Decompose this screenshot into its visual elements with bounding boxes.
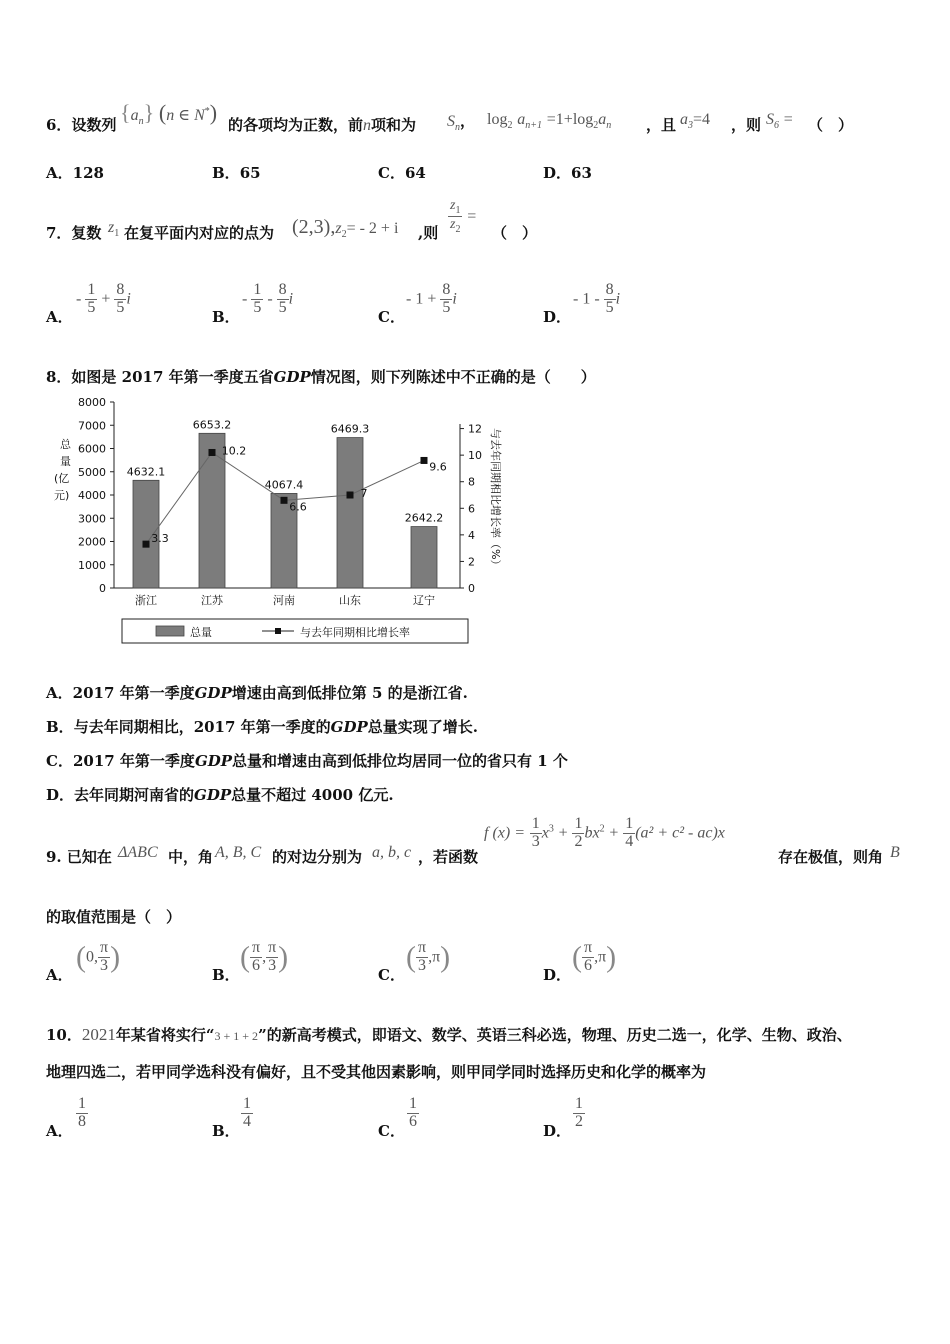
q6-math-sn: $S_n$，	[447, 112, 476, 133]
category-label-5: 辽宁	[413, 594, 435, 607]
q7-option-d-letter[interactable]: D．	[543, 308, 572, 326]
bar-label-2: 6653.2	[192, 418, 232, 432]
q9-stem-3: 的对边分别为	[272, 848, 363, 866]
q7-fraction: $\frac{z_1}{z_2}$ =	[450, 198, 477, 236]
q10-option-b-value[interactable]: $\frac{1}{4}$	[243, 1095, 251, 1130]
q7-z1: $z_1$	[108, 219, 120, 239]
growth-label-4: 7	[360, 487, 368, 500]
q9-stem-2: 中，角	[168, 848, 214, 866]
q9-option-b-letter[interactable]: B．	[212, 966, 240, 984]
q9-stem: 9. 已知在	[46, 848, 112, 866]
y-tick-label: 1000	[78, 558, 106, 572]
q6-math-log: $\log_2 a_{n+1} =1+\log_2a_n$	[487, 111, 612, 131]
q7-option-d-value[interactable]: - 1 - $\frac{8}{5}$ i	[573, 281, 621, 316]
q9-stem-line2: 的取值范围是（ ）	[46, 908, 182, 926]
growth-point-5	[421, 457, 428, 464]
gdp-chart	[44, 392, 514, 654]
q6-stem: 6．设数列	[46, 116, 117, 134]
y-tick-label: 3000	[78, 512, 106, 526]
q8-option-a[interactable]: A．2017 年第一季度GDP增速由高到低排位第 5 的是浙江省.	[46, 684, 468, 702]
q7-stem: 7．复数	[46, 224, 102, 242]
bar-label-1: 4632.1	[126, 465, 166, 479]
y2-tick-label: 6	[468, 502, 475, 516]
q8-option-d[interactable]: D．去年同期河南省的GDP总量不超过 4000 亿元.	[46, 786, 394, 804]
q7-stem-2: 在复平面内对应的点为	[124, 224, 275, 242]
q7-option-a-value[interactable]: - $\frac{1}{5}$ + $\frac{8}{5}$ i	[76, 281, 131, 316]
legend-line-marker	[275, 628, 281, 634]
growth-point-1	[143, 541, 150, 548]
y-tick-label: 4000	[78, 489, 106, 502]
q9-angles: A, B, C	[215, 844, 262, 861]
y2-tick-label: 10	[468, 449, 482, 463]
q10-option-b-letter[interactable]: B．	[212, 1122, 240, 1140]
category-label-1: 浙江	[135, 594, 157, 607]
q10-option-a-letter[interactable]: A．	[46, 1122, 73, 1140]
growth-point-2	[209, 449, 216, 456]
y-tick-label: 7000	[78, 419, 106, 433]
y2-tick-label: 2	[468, 555, 475, 569]
bar-label-3: 4067.4	[264, 478, 304, 492]
q9-option-c-value[interactable]: ( $\frac{\pi}{3}$ ,π)	[406, 939, 451, 974]
q9-angle-b: B	[890, 844, 900, 861]
y-tick-label: 6000	[78, 442, 106, 456]
q9-option-c-letter[interactable]: C．	[378, 966, 405, 984]
q8-option-c[interactable]: C．2017 年第一季度GDP总量和增速由高到低排位均居同一位的省只有 1 个	[46, 752, 568, 770]
growth-label-1: 3.3	[151, 532, 169, 546]
q7-option-c-letter[interactable]: C．	[378, 308, 405, 326]
growth-label-5: 9.6	[429, 460, 447, 474]
q6-stem-4: ，则	[731, 116, 762, 134]
y-tick-label: 5000	[78, 465, 106, 479]
bar-4	[337, 438, 363, 588]
q6-math-seq: $\{a_n\}$ (n ∈ N*)	[120, 100, 218, 127]
legend-line-label: 与去年同期相比增长率	[300, 626, 410, 639]
q6-stem-3: ，且	[646, 116, 677, 134]
q10-option-c-value[interactable]: $\frac{1}{6}$	[409, 1095, 417, 1130]
q10-option-c-letter[interactable]: C．	[378, 1122, 405, 1140]
bar-5	[411, 527, 437, 588]
q6-paren: （ ）	[808, 116, 854, 134]
y2-tick-label: 4	[468, 528, 475, 542]
growth-point-3	[281, 497, 288, 504]
chart-bars	[127, 418, 444, 607]
q8-option-b[interactable]: B．与去年同期相比，2017 年第一季度的GDP总量实现了增长.	[46, 718, 479, 736]
q6-option-b[interactable]: B．65	[212, 164, 261, 182]
q9-stem-4: ，若函数	[418, 848, 479, 866]
y-axis-title: 总量(亿元)	[54, 438, 71, 502]
bar-label-4: 6469.3	[330, 422, 370, 436]
category-label-4: 山东	[339, 594, 361, 607]
q10-option-d-value[interactable]: $\frac{1}{2}$	[575, 1095, 583, 1130]
q6-option-a[interactable]: A．128	[46, 164, 104, 182]
growth-point-4	[347, 492, 354, 499]
q6-option-c[interactable]: C．64	[378, 164, 426, 182]
legend-bar-label: 总量	[190, 626, 212, 639]
q7-option-b-value[interactable]: - $\frac{1}{5}$ - $\frac{8}{5}$ i	[242, 281, 294, 316]
category-label-2: 江苏	[201, 594, 223, 607]
q6-stem-2: 的各项均为正数，前n项和为	[228, 116, 417, 134]
q9-option-a-value[interactable]: (0, $\frac{\pi}{3}$ )	[76, 939, 121, 974]
y2-tick-label: 8	[468, 475, 475, 489]
q10-stem-line2: 地理四选二，若甲同学选科没有偏好，且不受其他因素影响，则甲同学同时选择历史和化学的概率为	[46, 1063, 707, 1081]
q9-sides: a, b, c	[372, 844, 412, 861]
q7-option-c-value[interactable]: - 1 + $\frac{8}{5}$ i	[406, 281, 457, 316]
q9-option-a-letter[interactable]: A．	[46, 966, 73, 984]
q9-function: f (x) = $\frac{1}{3}$ $x^3$ + $\frac{1}{2}$ $bx^2$ + $\frac{1}{4}$ (a² + c² - ac)x	[484, 815, 725, 850]
q7-option-b-letter[interactable]: B．	[212, 308, 240, 326]
q7-option-a-letter[interactable]: A．	[46, 308, 73, 326]
q9-triangle: ΔABC	[118, 844, 158, 861]
q9-option-d-letter[interactable]: D．	[543, 966, 572, 984]
growth-label-2: 10.2	[221, 444, 247, 458]
y-tick-label: 2000	[78, 535, 106, 549]
y-tick-label: 0	[99, 582, 106, 595]
q9-option-d-value[interactable]: ( $\frac{\pi}{6}$ ,π)	[572, 939, 617, 974]
growth-label-3: 6.6	[289, 500, 307, 514]
category-label-3: 河南	[273, 594, 295, 607]
q6-option-d[interactable]: D．63	[543, 164, 592, 182]
q7-paren: （ ）	[492, 224, 538, 242]
q6-math-a3: $a_3=4$	[680, 111, 711, 131]
q8-stem: 8．如图是 2017 年第一季度五省GDP情况图，则下列陈述中不正确的是（ ）	[46, 368, 596, 386]
q9-stem-5: 存在极值，则角	[778, 848, 884, 866]
q7-point: $(2,3),z_2= - 2 + i$	[292, 216, 399, 240]
q9-option-b-value[interactable]: ( $\frac{\pi}{6}$ , $\frac{\pi}{3}$ )	[240, 939, 289, 974]
y2-tick-label: 12	[468, 422, 482, 436]
q10-option-d-letter[interactable]: D．	[543, 1122, 572, 1140]
q10-option-a-value[interactable]: $\frac{1}{8}$	[78, 1095, 86, 1130]
q10-stem: 10．2021年某省将实行“3 + 1 + 2”的新高考模式，即语文、数学、英语三科必选，物理、历史二选一，化学、生物、政治、	[46, 1025, 852, 1044]
q7-stem-3: ,则	[418, 224, 439, 242]
q6-math-s6: $S_6$ =	[766, 111, 793, 131]
chart-legend	[122, 619, 468, 643]
legend-bar-swatch	[156, 626, 184, 636]
bar-label-5: 2642.2	[404, 511, 444, 525]
y2-tick-label: 0	[468, 582, 475, 595]
y2-axis-title: 与去年同期相比增长率（%）	[489, 428, 502, 571]
y-tick-label: 8000	[78, 396, 106, 409]
